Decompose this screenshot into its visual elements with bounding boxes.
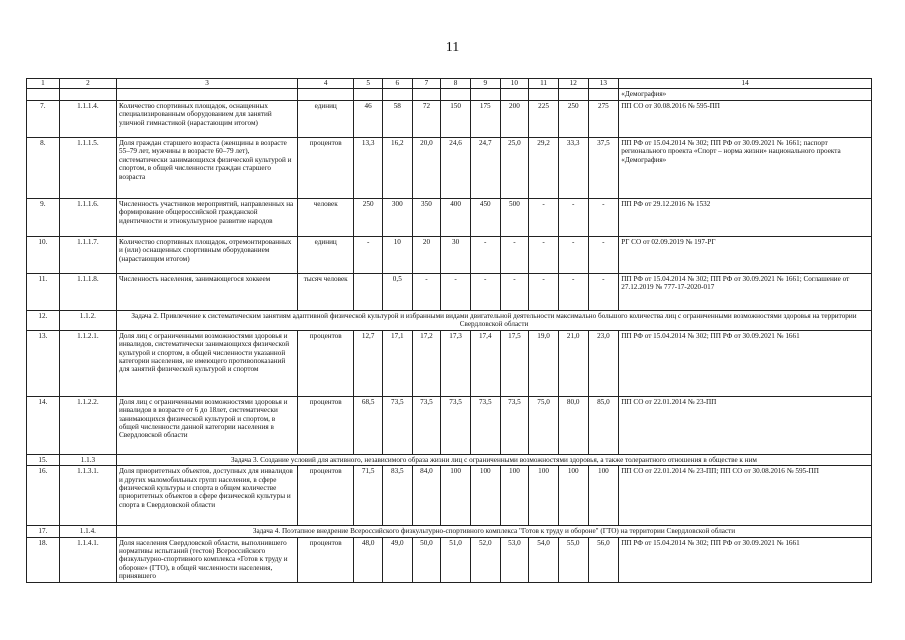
value-3: 73,5 [412, 396, 441, 454]
source-document: РГ СО от 02.09.2019 № 197-РГ [619, 237, 872, 274]
unit: единиц [298, 237, 354, 274]
table-row [27, 237, 872, 274]
row-number: 16. [27, 466, 60, 526]
header-cell: 1 [27, 79, 60, 89]
value-9: 85,0 [588, 396, 619, 454]
row-code: 1.1.1.6. [59, 199, 116, 237]
value-2: 300 [382, 199, 412, 237]
value-8: 55,0 [558, 537, 588, 582]
task-row [27, 526, 872, 537]
value-5: - [470, 274, 500, 311]
value-4: 150 [441, 101, 471, 138]
value-1 [354, 274, 383, 311]
indicator-name: Доля лиц с ограниченными возможностями здоровья и инвалидов, систематически занимающихся физической культурой и спортом, в общей численности указанной категории населения, не имеющего противопоказаний для занятий физической культурой и спортом [117, 330, 298, 396]
value-7: - [529, 274, 559, 311]
value-2: 16,2 [382, 138, 412, 199]
unit: человек [298, 199, 354, 237]
value-8: - [558, 237, 588, 274]
value-7: - [529, 237, 559, 274]
value-1: 13,3 [354, 138, 383, 199]
unit: процентов [298, 466, 354, 526]
task-title: Задача 3. Создание условий для активного, независимого образа жизни лиц с ограниченными возможностями здоровья, а также толерантного отношения в обществе к ним [117, 454, 872, 465]
header-cell: 13 [588, 79, 619, 89]
row-code: 1.1.2.2. [59, 396, 116, 454]
value-9: 275 [588, 101, 619, 138]
header-cell: 4 [298, 79, 354, 89]
value-5: 52,0 [470, 537, 500, 582]
row-code: 1.1.1.8. [59, 274, 116, 311]
task-title: Задача 2. Привлечение к систематическим занятиям адаптивной физической культурой и избранными видами двигательной деятельности максимально большого количества лиц с ограниченными возможностями здоровья на территории Свердловской области [117, 311, 872, 331]
header-cell: 3 [117, 79, 298, 89]
header-row [27, 79, 872, 89]
row-code: 1.1.1.5. [59, 138, 116, 199]
value-6: 17,5 [500, 330, 529, 396]
row-number: 18. [27, 537, 60, 582]
row-number: 12. [27, 311, 60, 331]
value-9: 56,0 [588, 537, 619, 582]
value-3: 72 [412, 101, 441, 138]
row-code: 1.1.3.1. [59, 466, 116, 526]
continuation-row [27, 89, 872, 101]
source-document: ПП РФ от 15.04.2014 № 302; ПП РФ от 30.09.2021 № 1661 [619, 537, 872, 582]
value-1: 48,0 [354, 537, 383, 582]
header-cell: 10 [500, 79, 529, 89]
value-5: 100 [470, 466, 500, 526]
source-document: ПП СО от 22.01.2014 № 23-ПП [619, 396, 872, 454]
value-8: 21,0 [558, 330, 588, 396]
row-number: 10. [27, 237, 60, 274]
task-row [27, 311, 872, 331]
value-2: 0,5 [382, 274, 412, 311]
indicator-name: Доля лиц с ограниченными возможностями здоровья и инвалидов в возрасте от 6 до 18лет, систематически занимающихся физической культурой и спортом, в общей численности данной категории населения в Свердловской области [117, 396, 298, 454]
value-5: 175 [470, 101, 500, 138]
source-document: ПП РФ от 15.04.2014 № 302; ПП РФ от 30.09.2021 № 1661; паспорт регионального проекта «Спорт – норма жизни» национального проекта «Демография» [619, 138, 872, 199]
value-4: 73,5 [441, 396, 471, 454]
value-3: 20,0 [412, 138, 441, 199]
value-7: 29,2 [529, 138, 559, 199]
value-2: 83,5 [382, 466, 412, 526]
value-4: - [441, 274, 471, 311]
value-8: 80,0 [558, 396, 588, 454]
value-8: 250 [558, 101, 588, 138]
value-4: 17,3 [441, 330, 471, 396]
indicator-name: Доля населения Свердловской области, выполнившего нормативы испытаний (тестов) Всероссийского физкультурно-спортивного комплекса «Готов к труду и обороне» (ГТО), в общей численности населения, принявшего [117, 537, 298, 582]
value-4: 400 [441, 199, 471, 237]
value-7: - [529, 199, 559, 237]
value-3: 84,0 [412, 466, 441, 526]
source-document: ПП СО от 30.08.2016 № 595-ПП [619, 101, 872, 138]
value-5: 450 [470, 199, 500, 237]
indicator-name: Численность населения, занимающегося хоккеем [117, 274, 298, 311]
table-row [27, 274, 872, 311]
value-3: 17,2 [412, 330, 441, 396]
source-document: ПП РФ от 15.04.2014 № 302; ПП РФ от 30.09.2021 № 1661; Соглашение от 27.12.2019 № 777-17-2020-017 [619, 274, 872, 311]
row-number: 7. [27, 101, 60, 138]
table-row [27, 396, 872, 454]
value-2: 73,5 [382, 396, 412, 454]
value-9: - [588, 237, 619, 274]
value-6: 73,5 [500, 396, 529, 454]
value-5: - [470, 237, 500, 274]
header-cell: 6 [382, 79, 412, 89]
value-8: - [558, 274, 588, 311]
unit: единиц [298, 101, 354, 138]
unit: процентов [298, 537, 354, 582]
table-row [27, 537, 872, 582]
unit: процентов [298, 138, 354, 199]
value-7: 54,0 [529, 537, 559, 582]
value-5: 73,5 [470, 396, 500, 454]
row-code: 1.1.2.1. [59, 330, 116, 396]
value-7: 75,0 [529, 396, 559, 454]
row-number: 14. [27, 396, 60, 454]
source-document: ПП СО от 22.01.2014 № 23-ПП; ПП СО от 30.08.2016 № 595-ПП [619, 466, 872, 526]
value-7: 19,0 [529, 330, 559, 396]
indicators-table [26, 78, 872, 583]
value-3: 50,0 [412, 537, 441, 582]
value-7: 100 [529, 466, 559, 526]
header-cell: 7 [412, 79, 441, 89]
unit: процентов [298, 396, 354, 454]
table-row [27, 199, 872, 237]
value-4: 51,0 [441, 537, 471, 582]
row-code: 1.1.4.1. [59, 537, 116, 582]
row-number: 8. [27, 138, 60, 199]
row-number: 13. [27, 330, 60, 396]
value-3: 350 [412, 199, 441, 237]
source-document: ПП РФ от 15.04.2014 № 302; ПП РФ от 30.09.2021 № 1661 [619, 330, 872, 396]
value-9: - [588, 274, 619, 311]
indicator-name: Доля приоритетных объектов, доступных для инвалидов и других маломобильных групп населения, в сфере физической культуры и спорта в общем количестве приоритетных объектов в сфере физической культуры и спорта в Свердловской области [117, 466, 298, 526]
row-code: 1.1.3 [59, 454, 116, 465]
page-number: 11 [445, 40, 460, 55]
value-3: 20 [412, 237, 441, 274]
value-9: 100 [588, 466, 619, 526]
task-title: Задача 4. Поэтапное внедрение Всероссийского физкультурно-спортивного комплекса "Готов к труду и обороне" (ГТО) на территории Свердловской области [117, 526, 872, 537]
indicator-name: Количество спортивных площадок, отремонтированных и (или) оснащенных спортивным оборудованием (нарастающим итогом) [117, 237, 298, 274]
value-6: - [500, 274, 529, 311]
row-code: 1.1.4. [59, 526, 116, 537]
value-1: 46 [354, 101, 383, 138]
value-8: 100 [558, 466, 588, 526]
value-8: - [558, 199, 588, 237]
value-8: 33,3 [558, 138, 588, 199]
value-2: 58 [382, 101, 412, 138]
value-9: - [588, 199, 619, 237]
value-4: 100 [441, 466, 471, 526]
continuation-text: «Демография» [619, 89, 872, 101]
header-cell: 5 [354, 79, 383, 89]
value-2: 10 [382, 237, 412, 274]
table-row [27, 138, 872, 199]
table-row [27, 330, 872, 396]
header-cell: 9 [470, 79, 500, 89]
unit: процентов [298, 330, 354, 396]
value-4: 24,6 [441, 138, 471, 199]
value-4: 30 [441, 237, 471, 274]
value-5: 17,4 [470, 330, 500, 396]
header-cell: 14 [619, 79, 872, 89]
value-6: - [500, 237, 529, 274]
row-number: 15. [27, 454, 60, 465]
value-1: - [354, 237, 383, 274]
value-6: 500 [500, 199, 529, 237]
row-number: 9. [27, 199, 60, 237]
value-9: 23,0 [588, 330, 619, 396]
indicator-name: Доля граждан старшего возраста (женщины в возрасте 55–79 лет, мужчины в возрасте 60–79 лет), систематически занимающихся физической культурой и спортом, в общей численности граждан старшего возраста [117, 138, 298, 199]
value-2: 49,0 [382, 537, 412, 582]
value-1: 12,7 [354, 330, 383, 396]
task-row [27, 454, 872, 465]
table-row [27, 466, 872, 526]
header-cell: 12 [558, 79, 588, 89]
table-row [27, 101, 872, 138]
row-code: 1.1.1.4. [59, 101, 116, 138]
value-6: 25,0 [500, 138, 529, 199]
header-cell: 8 [441, 79, 471, 89]
row-code: 1.1.1.7. [59, 237, 116, 274]
value-5: 24,7 [470, 138, 500, 199]
row-number: 17. [27, 526, 60, 537]
row-code: 1.1.2. [59, 311, 116, 331]
source-document: ПП РФ от 29.12.2016 № 1532 [619, 199, 872, 237]
indicator-name: Численность участников мероприятий, направленных на формирование общероссийской гражданской идентичности и этнокультурное развитие народов [117, 199, 298, 237]
value-6: 53,0 [500, 537, 529, 582]
header-cell: 11 [529, 79, 559, 89]
value-1: 71,5 [354, 466, 383, 526]
value-6: 100 [500, 466, 529, 526]
value-7: 225 [529, 101, 559, 138]
header-cell: 2 [59, 79, 116, 89]
row-number: 11. [27, 274, 60, 311]
value-9: 37,5 [588, 138, 619, 199]
indicator-name: Количество спортивных площадок, оснащенных специализированным оборудованием для занятий уличной гимнастикой (нарастающим итогом) [117, 101, 298, 138]
value-6: 200 [500, 101, 529, 138]
value-1: 68,5 [354, 396, 383, 454]
value-3: - [412, 274, 441, 311]
value-1: 250 [354, 199, 383, 237]
value-2: 17,1 [382, 330, 412, 396]
unit: тысяч человек [298, 274, 354, 311]
